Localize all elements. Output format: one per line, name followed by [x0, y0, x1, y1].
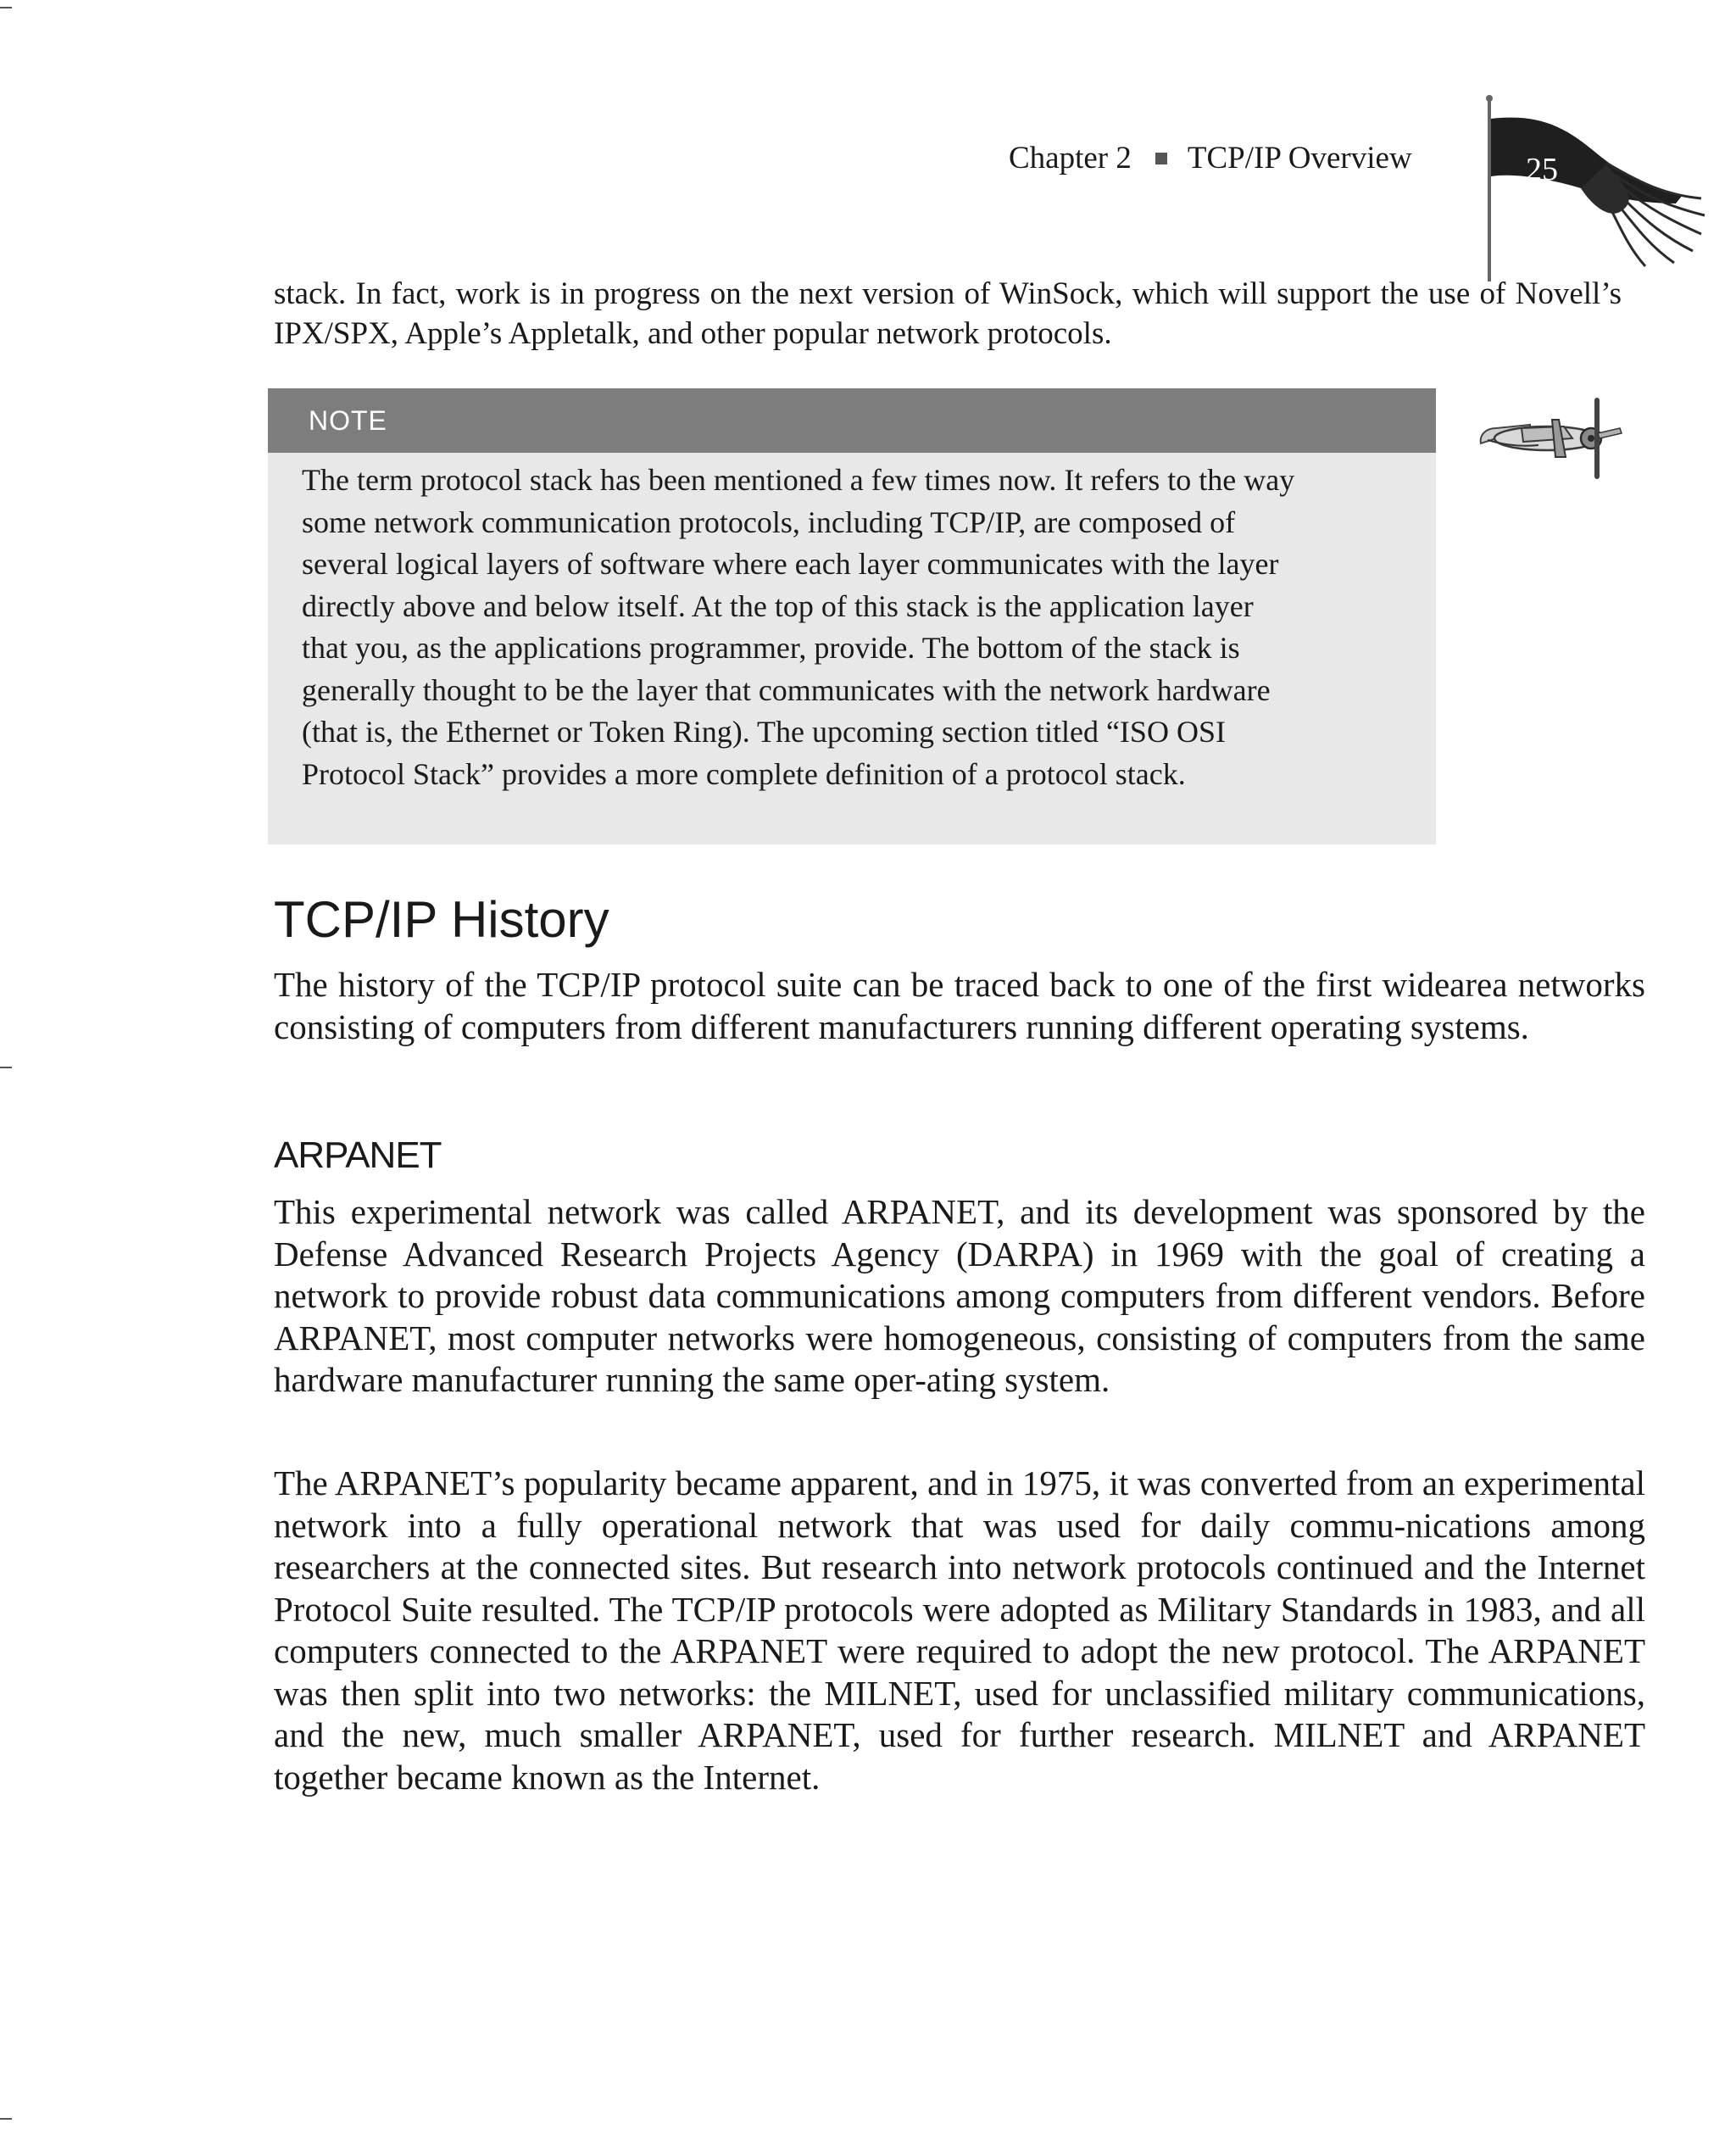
chapter-label: Chapter 2 — [1009, 141, 1132, 176]
margin-tick-top — [0, 7, 12, 8]
note-line: The term protocol stack has been mentioned a few times now. It refers to the way — [302, 463, 1295, 497]
history-paragraph: The history of the TCP/IP protocol suite can be traced back to one of the first widearea networks consisting of computers from different manufacturers running different operating systems. — [274, 965, 1645, 1046]
note-box — [268, 388, 1436, 844]
note-label: NOTE — [309, 405, 387, 436]
note-line: Protocol Stack” provides a more complete definition of a protocol stack. — [302, 756, 1186, 791]
subsection-heading: ARPANET — [274, 1134, 442, 1176]
note-line: several logical layers of software where each layer communicates with the layer — [302, 547, 1279, 581]
margin-tick-bottom — [0, 2118, 12, 2120]
page-number: 25 — [1526, 152, 1558, 187]
note-line: (that is, the Ethernet or Token Ring). The upcoming section titled “ISO OSI — [302, 715, 1226, 749]
note-header — [268, 388, 1436, 453]
square-bullet-icon — [1155, 153, 1167, 164]
note-line: directly above and below itself. At the top of this stack is the application layer — [302, 588, 1254, 623]
arpanet-paragraph-2: The ARPANET’s popularity became apparent, and in 1975, it was converted from an experimental network into a fully operational network that was used for daily commu-nications among researchers at the connected sites. But research into network protocols continued and the Internet Protocol Suite resulted. The TCP/IP protocols were adopted as Military Standards in 1983, and all computers connected to the ARPANET were required to adopt the new protocol. The ARPANET was then split into two networks: the MILNET, used for unclassified military communications, and the new, much smaller ARPANET, used for further research. MILNET and ARPANET together became known as the Internet. — [274, 1463, 1645, 1797]
intro-paragraph: stack. In fact, work is in progress on the next version of WinSock, which will support the use of Novell’s IPX/SPX, Apple’s Appletalk, and other popular network protocols. — [274, 276, 1622, 351]
note-line: some network communication protocols, including TCP/IP, are composed of — [302, 504, 1236, 539]
note-line: generally thought to be the layer that communicates with the network hardware — [302, 672, 1271, 707]
chapter-title: TCP/IP Overview — [1187, 141, 1412, 176]
margin-tick-middle — [0, 1067, 12, 1068]
arpanet-paragraph-1: This experimental network was called ARPANET, and its development was sponsored by the Defense Advanced Research Projects Agency (DARPA) in 1969 with the goal of creating a network to provide robust data communications among computers from different vendors. Before ARPANET, most computer networks were homogeneous, consisting of computers from the same hardware manufacturer running the same oper-ating system. — [274, 1192, 1645, 1399]
note-body — [302, 460, 1421, 795]
note-line: that you, as the applications programmer, provide. The bottom of the stack is — [302, 631, 1240, 665]
airplane-icon — [1471, 394, 1632, 488]
section-heading: TCP/IP History — [274, 891, 609, 948]
pennant-flag-icon — [1479, 95, 1717, 290]
running-head — [1009, 140, 1412, 176]
